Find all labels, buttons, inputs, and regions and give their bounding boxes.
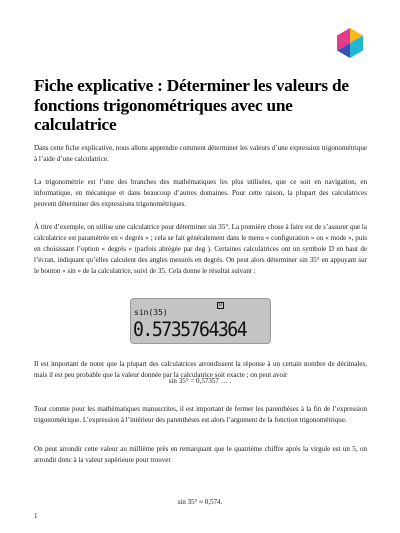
page-number: 1 [34, 512, 38, 520]
degree-mode-indicator: D [218, 302, 222, 308]
intro-paragraph: Dans cette fiche explicative, nous allons apprendre comment déterminer les valeurs d’une expression trigonométrique à l’aide d’une calculatrice. [34, 144, 367, 163]
equation-sin35-approx: sin 35° = 0,57357 … . [168, 377, 232, 385]
page-title: Fiche explicative : Déterminer les valeurs de fonctions trigonométriques avec une calculatrice [34, 76, 349, 134]
calculator-expression: sin(35) [134, 308, 168, 317]
calculator-display [130, 298, 271, 344]
calculator-result: 0.5735764364 [133, 318, 247, 341]
paragraph-rounding-note: Il est important de noter que la plupart des calculatrices arrondissent la réponse à un certain nombre de décimales, mais il est peu probable que la valeur donnée par la calculatrice soit exacte ; on peut avoir [34, 360, 367, 379]
paragraph-trigonometry-uses: La trigonométrie est l’une des branches des mathématiques les plus utilisées, que ce soit en navigation, en informatique, en mécanique et dans beaucoup d’autres domaines. Pour cette raison, la plupart des calculatrices peuvent déterminer des expressions trigonométriques. [34, 178, 367, 208]
paragraph-parentheses: Tout comme pour les mathématiques manuscrites, il est important de fermer les parenthèses à la fin de l’expression trigonométrique. L’expression à l’intérieur des parenthèses est alors l’argument de la fonction trigonométrique. [34, 405, 367, 424]
equation-sin35-rounded: sin 35° ≈ 0,574. [177, 498, 223, 506]
brand-logo [335, 28, 365, 58]
paragraph-round-thousandth: On peut arrondir cette valeur au millième près en remarquant que le quatrième chiffre après la virgule est un 5, on arrondit donc à la valeur supérieure pour trouver [34, 445, 367, 464]
paragraph-example: À titre d’exemple, on utilise une calculatrice pour déterminer sin 35°. La première chose à faire est de s’assurer que la calculatrice est paramétrée en « degrés » ; cela se fait généralement dans le menu « configuration » ou « mode », puis en choisissant l’option « degrés » (parfois abrégée par deg ). Certaines calculatrices ont un symbole D en haut de l’écran, indiquant qu’elles calculent des angles mesurés en degrés. On peut alors déterminer sin 35° en appuyant sur le bouton « sin » de la calculatrice, suivi de 35. Cela donne le résultat suivant : [34, 223, 367, 275]
